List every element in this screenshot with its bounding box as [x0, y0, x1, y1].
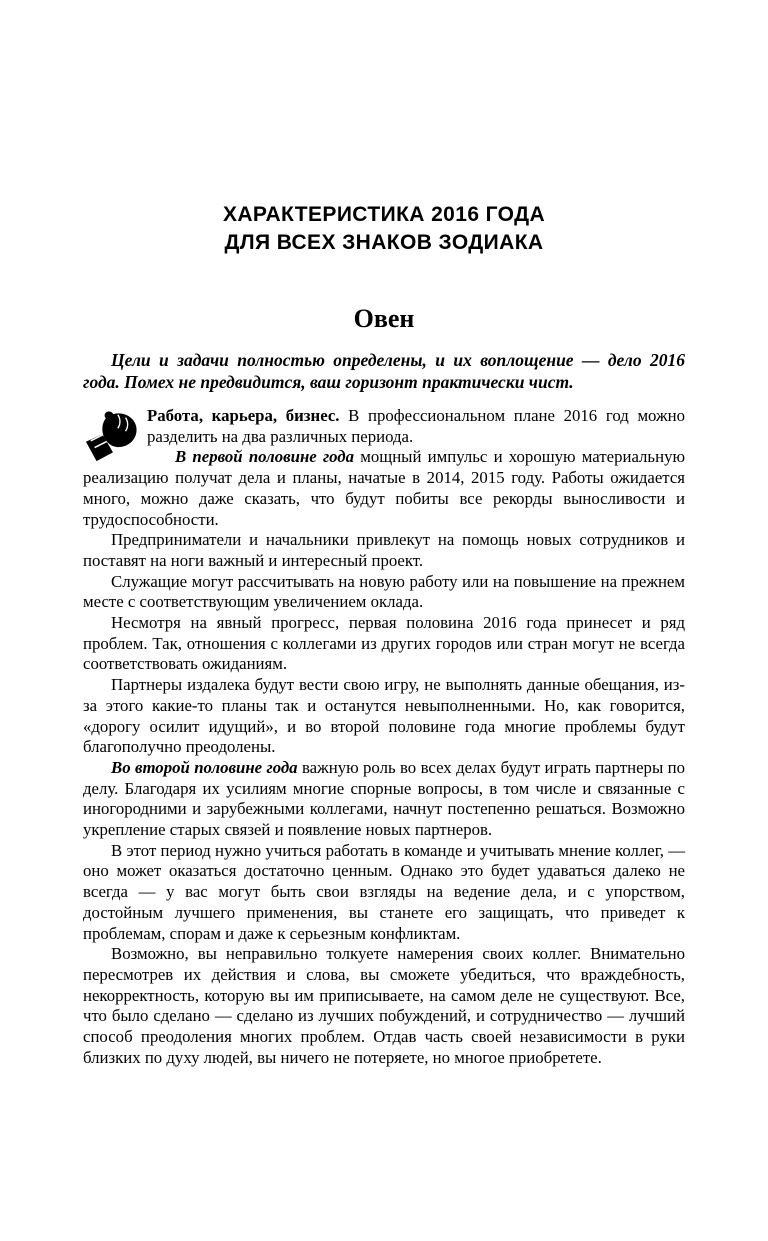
paragraph-segment: Несмотря на явный прогресс, первая половина 2016 года принесет и ряд проблем. Так, отношения с коллегами из других городов или стран могут не всегда соответствовать ожиданиям.: [83, 613, 685, 674]
paragraph-segment: Служащие могут рассчитывать на новую работу или на повышение на прежнем месте с соответствующим увеличением оклада.: [83, 571, 685, 612]
paragraph-segment: Партнеры издалека будут вести свою игру, не выполнять данные обещания, из-за этого какие-то планы так и останутся невыполненными. Но, как говорится, «дорогу осилит идущий», и во второй половине года многие проблемы будут благополучно преодолены.: [83, 675, 685, 757]
paragraph-segment: Предприниматели и начальники привлекут на помощь новых сотрудников и поставят на ноги важный и интересный проект.: [83, 530, 685, 570]
paragraph-segment: Работа, карьера, бизнес.: [147, 406, 340, 425]
paragraph: [83, 841, 685, 945]
body-text: [83, 406, 685, 1069]
paragraph: [83, 675, 685, 758]
paragraph: [83, 572, 685, 613]
zodiac-sign-heading: Овен: [353, 304, 415, 333]
paragraph-second-half: [83, 758, 685, 841]
paragraph-segment: важную роль во всех делах будут играть партнеры по делу. Благодаря их усилиям многие спорные вопросы, в том числе и связанные с иногородними и зарубежными коллегами, начнут постепенно решаться. Возможно укрепление старых связей и появление новых партнеров.: [83, 757, 685, 840]
paragraph: [83, 944, 685, 1068]
paragraph-work-career: [83, 406, 685, 447]
chapter-title-line2: ДЛЯ ВСЕХ ЗНАКОВ ЗОДИАКА: [224, 231, 544, 254]
paragraph-segment: Возможно, вы неправильно толкуете намерения своих коллег. Внимательно пересмотрев их действия и слова, вы сможете убедиться, что враждебность, некорректность, которую вы им приписываете, на самом деле не существуют. Все, что было сделано — сделано из лучших побуждений, и сотрудничество — лучший способ преодоления многих проблем. Отдав часть своей независимости в руки близких по духу людей, вы ничего не потеряете, но многое приобретете.: [83, 944, 685, 1067]
paragraph-segment: В этот период нужно учиться работать в команде и учитывать мнение коллег, — оно может оказаться достаточно ценным. Однако это будет удаваться далеко не всегда — у вас могут быть свои взгляды на ведение дела, и с упорством, достойным лучшего применения, вы станете его защищать, что приведет к проблемам, спорам и даже к серьезным конфликтам.: [83, 840, 685, 943]
paragraph: [83, 530, 685, 571]
page-content: [83, 0, 685, 1069]
paragraph-segment: В первой половине года: [175, 447, 355, 467]
lead-paragraph: Цели и задачи полностью определены, и их воплощение — дело 2016 года. Помех не предвидится, ваш горизонт практически чист.: [83, 350, 685, 392]
paragraph-segment: мощный импульс и хорошую материальную реализацию получат дела и планы, начатые в 2014, 2015 году. Работы ожидается много, можно даже сказать, что будут побиты все рекорды выносливости и трудоспособности.: [83, 447, 685, 529]
hand-fist-icon: [83, 409, 145, 449]
chapter-title: [83, 201, 685, 257]
paragraph-segment: Во второй половине года: [111, 757, 298, 777]
paragraph-first-half: [83, 447, 685, 530]
chapter-title-line1: ХАРАКТЕРИСТИКА 2016 ГОДА: [222, 203, 546, 226]
paragraph: [83, 613, 685, 675]
paragraph-segment: В профессиональном плане 2016 год можно разделить на два различных периода.: [147, 406, 685, 446]
